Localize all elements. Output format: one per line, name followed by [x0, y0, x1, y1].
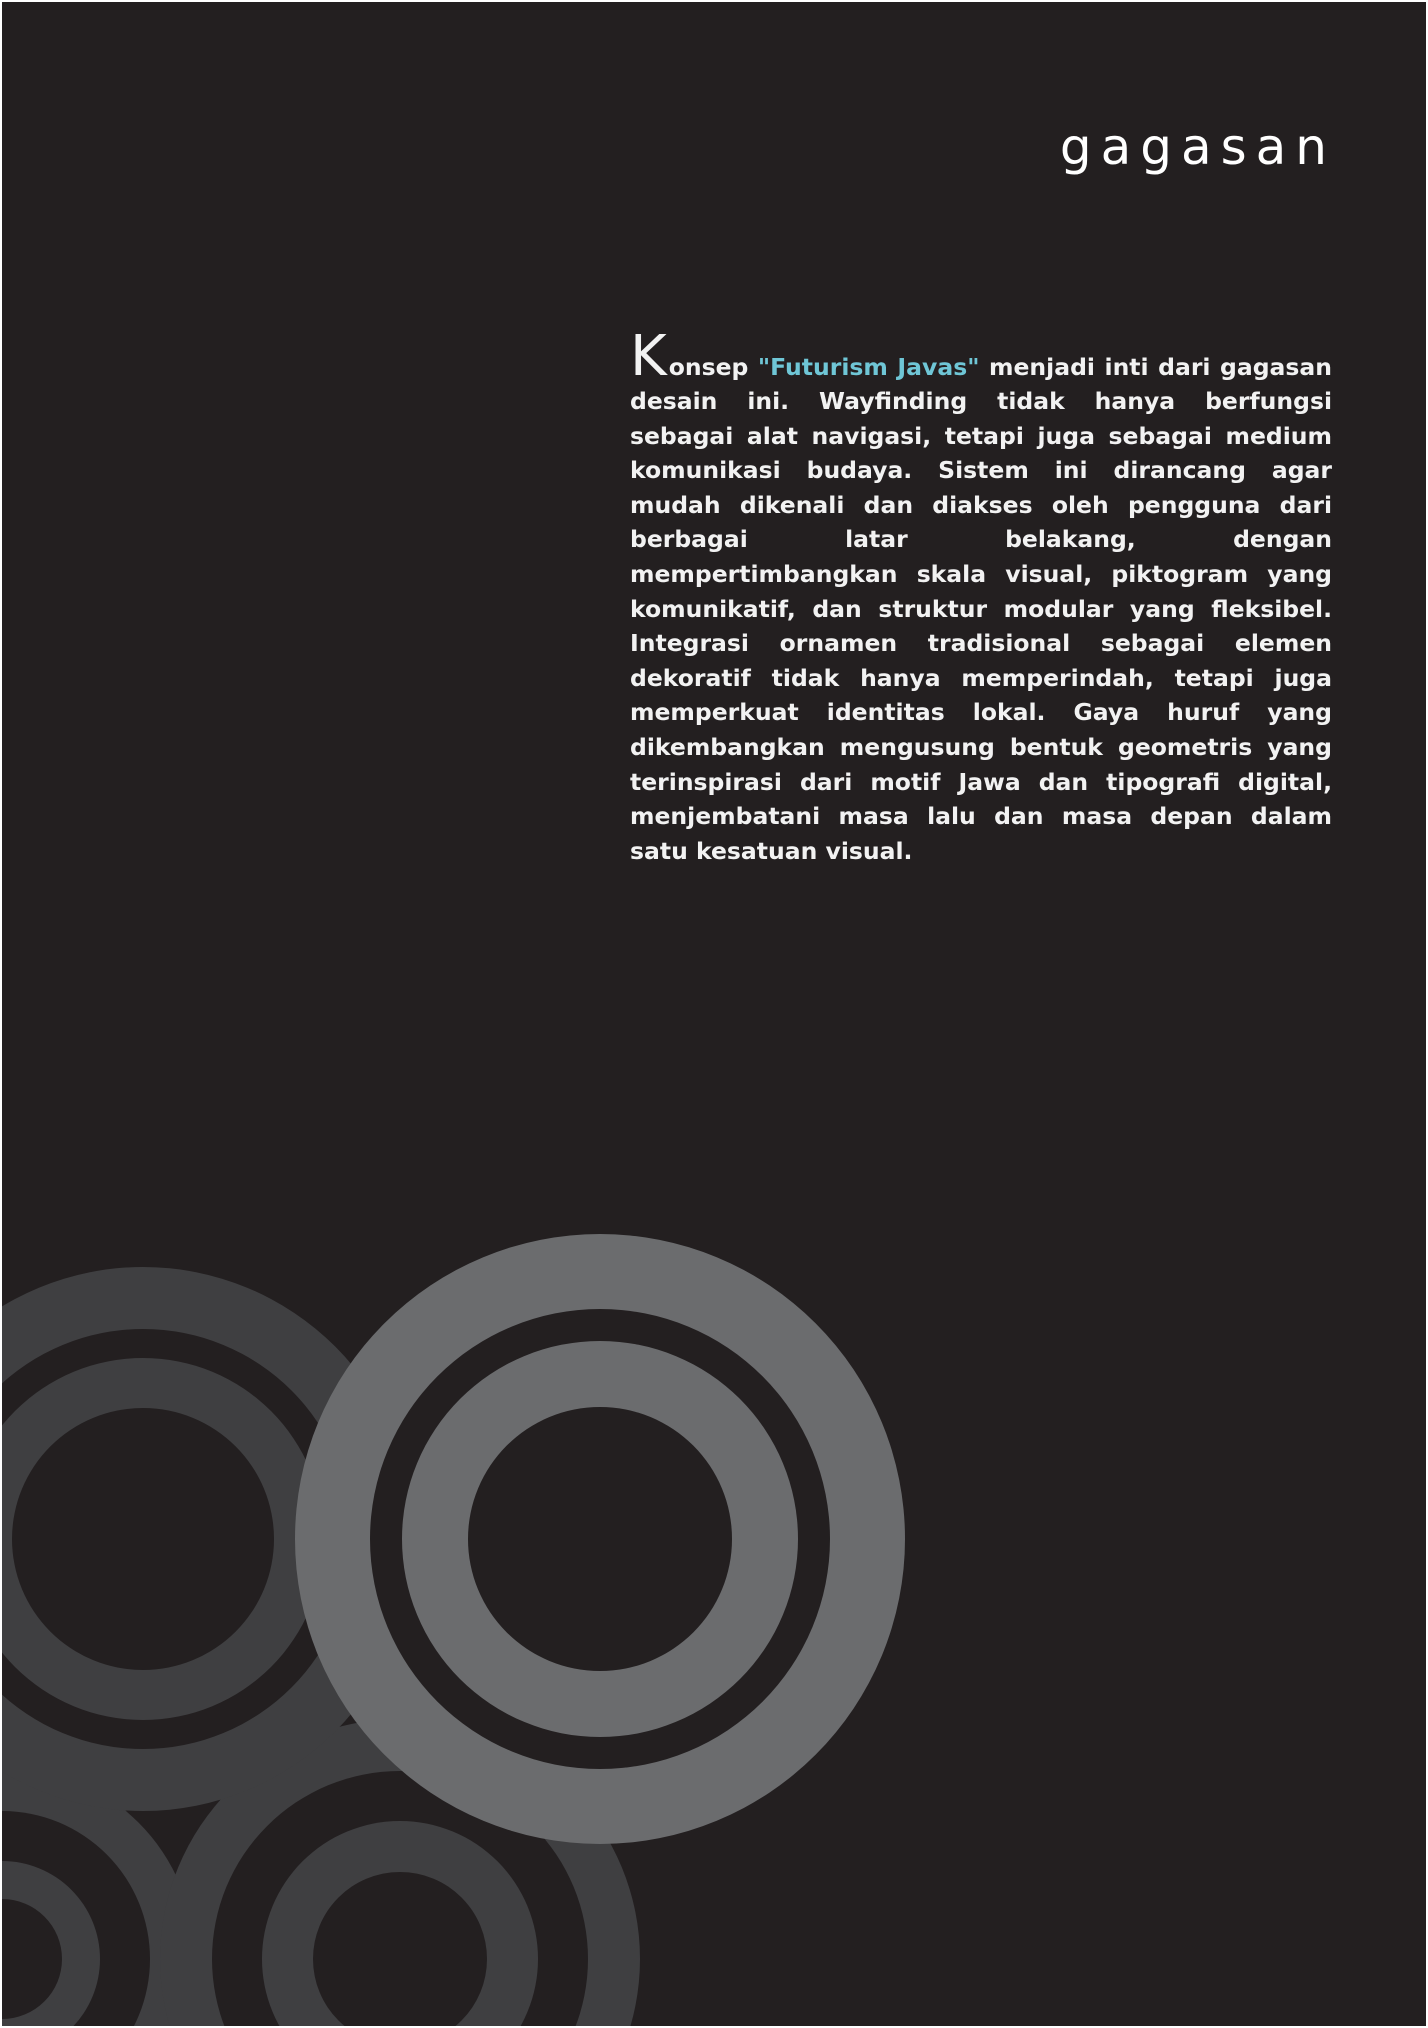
paragraph-lead: onsep — [668, 352, 758, 381]
ring-right — [295, 1234, 905, 1844]
paragraph-body: menjadi inti dari gagasan desain ini. Wayfinding tidak hanya berfungsi sebagai alat navigasi, tetapi juga sebagai medium komunikasi budaya. Sistem ini dirancang agar mudah dikenali dan diakses oleh pengguna dari berbagai latar belakang, dengan mempertimbangkan skala visual, piktogram yang komunikatif, dan struktur modular yang fleksibel. Integrasi ornamen tradisional sebagai elemen dekoratif tidak hanya memperindah, tetapi juga memperkuat identitas lokal. Gaya huruf yang dikembangkan mengusung bentuk geometris yang terinspirasi dari motif Jawa dan tipografi digital, menjembatani masa lalu dan masa depan dalam satu kesatuan visual. — [630, 352, 1332, 865]
page-title: gagasan — [1059, 118, 1336, 176]
document-page — [2, 2, 1426, 2026]
concept-name-highlight: "Futurism Javas" — [757, 352, 980, 381]
decorative-ring-pattern — [2, 2, 1426, 2026]
concept-paragraph — [630, 323, 1332, 869]
drop-cap: K — [630, 323, 667, 389]
